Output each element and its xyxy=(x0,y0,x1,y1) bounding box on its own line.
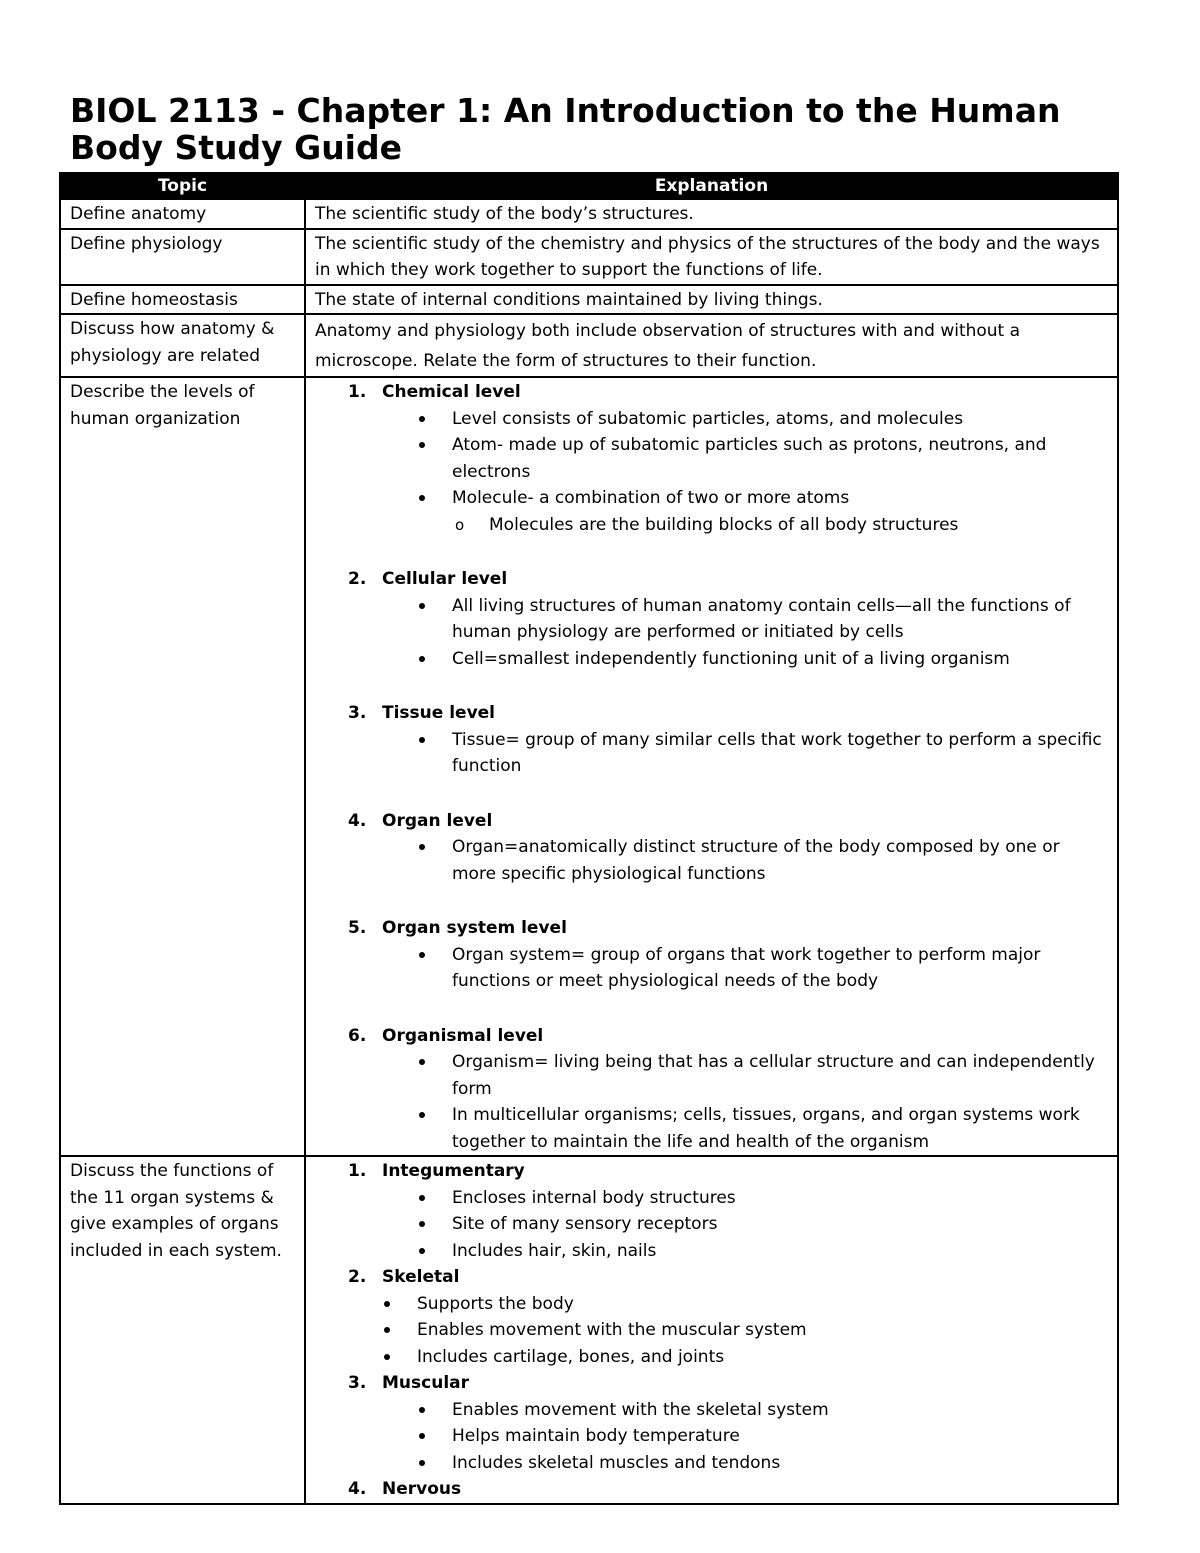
table-header-row xyxy=(60,173,1118,199)
systems-cell xyxy=(305,1156,1118,1504)
system-name: Integumentary xyxy=(382,1161,525,1181)
bullet-item: Tissue= group of many similar cells that work together to perform a specific function xyxy=(417,727,1108,780)
level-name: Organ system level xyxy=(382,918,567,938)
bullet-item: Organism= living being that has a cellular structure and can independently form xyxy=(417,1049,1108,1102)
system-name: Muscular xyxy=(382,1373,470,1393)
table-row-systems xyxy=(60,1156,1118,1504)
level-name: Organ level xyxy=(382,810,493,831)
bullet-item: Level consists of subatomic particles, atoms, and molecules xyxy=(417,406,1108,433)
level-number: 2. xyxy=(348,569,367,589)
levels-cell xyxy=(305,377,1118,1156)
system-number: 3. xyxy=(348,1373,367,1393)
bullet-item: Encloses internal body structures xyxy=(417,1185,1108,1212)
bullet-item: Atom- made up of subatomic particles such as protons, neutrons, and electrons xyxy=(417,432,1108,485)
topic-cell: Describe the levels of human organization xyxy=(60,377,305,1156)
level-name: Organismal level xyxy=(382,1025,544,1046)
explanation-cell: The state of internal conditions maintained by living things. xyxy=(305,285,1118,315)
explanation-cell: The scientific study of the chemistry and physics of the structures of the body and the ways in which they work together to support the functions of life. xyxy=(305,229,1118,285)
system-name: Skeletal xyxy=(382,1267,460,1287)
level-number: 5. xyxy=(348,918,367,938)
level-item xyxy=(348,808,1108,916)
level-item xyxy=(348,915,1108,1023)
bullet-item: Includes cartilage, bones, and joints xyxy=(382,1344,1108,1371)
bullet-item: Includes hair, skin, nails xyxy=(417,1238,1108,1265)
system-item xyxy=(348,1264,1108,1370)
system-item xyxy=(348,1158,1108,1264)
sub-bullet-item: o Molecules are the building blocks of all body structures xyxy=(455,512,1108,539)
bullet-item: Helps maintain body temperature xyxy=(417,1423,1108,1450)
system-item xyxy=(348,1370,1108,1476)
bullet-item: Enables movement with the skeletal system xyxy=(417,1397,1108,1424)
level-number: 4. xyxy=(348,810,367,831)
systems-list xyxy=(315,1158,1108,1503)
study-guide-table xyxy=(59,172,1119,1505)
header-explanation: Explanation xyxy=(305,173,1118,199)
bullet-item: Site of many sensory receptors xyxy=(417,1211,1108,1238)
system-number: 2. xyxy=(348,1267,367,1287)
table-row xyxy=(60,285,1118,315)
page-title: BIOL 2113 - Chapter 1: An Introduction to the Human Body Study Guide xyxy=(70,91,1061,167)
bullet-item: Enables movement with the muscular system xyxy=(382,1317,1108,1344)
table-row xyxy=(60,229,1118,285)
bullet-item: In multicellular organisms; cells, tissues, organs, and organ systems work together to maintain the life and health of the organism xyxy=(417,1102,1108,1155)
bullet-item: Cell=smallest independently functioning unit of a living organism xyxy=(417,646,1108,673)
system-name: Nervous xyxy=(382,1479,462,1499)
level-name: Chemical level xyxy=(382,382,521,402)
level-name: Tissue level xyxy=(382,703,496,723)
topic-cell: Discuss the functions of the 11 organ systems & give examples of organs included in each system. xyxy=(60,1156,305,1504)
explanation-cell: The scientific study of the body’s structures. xyxy=(305,199,1118,229)
table-row xyxy=(60,314,1118,377)
level-item xyxy=(348,379,1108,566)
level-item xyxy=(348,700,1108,808)
level-item xyxy=(348,566,1108,700)
bullet-item: Supports the body xyxy=(382,1291,1108,1318)
bullet-item: All living structures of human anatomy contain cells—all the functions of human physiology are performed or initiated by cells xyxy=(417,593,1108,646)
bullet-item: Molecule- a combination of two or more atoms xyxy=(417,485,1108,512)
table-row-levels xyxy=(60,377,1118,1156)
level-number: 1. xyxy=(348,382,367,402)
system-number: 4. xyxy=(348,1479,367,1499)
level-number: 3. xyxy=(348,703,367,723)
level-name: Cellular level xyxy=(382,569,508,589)
bullet-item: Includes skeletal muscles and tendons xyxy=(417,1450,1108,1477)
table-row xyxy=(60,199,1118,229)
levels-list xyxy=(315,379,1108,1155)
system-item xyxy=(348,1476,1108,1503)
header-topic: Topic xyxy=(60,173,305,199)
topic-cell: Discuss how anatomy & physiology are related xyxy=(60,314,305,377)
topic-cell: Define physiology xyxy=(60,229,305,285)
explanation-cell: Anatomy and physiology both include observation of structures with and without a microscope. Relate the form of structures to their function. xyxy=(305,314,1118,377)
bullet-item: Organ=anatomically distinct structure of the body composed by one or more specific physiological functions xyxy=(417,834,1108,887)
bullet-item: Organ system= group of organs that work together to perform major functions or meet physiological needs of the body xyxy=(417,942,1108,995)
level-number: 6. xyxy=(348,1025,367,1046)
level-item xyxy=(348,1023,1108,1156)
topic-cell: Define homeostasis xyxy=(60,285,305,315)
system-number: 1. xyxy=(348,1161,367,1181)
topic-cell: Define anatomy xyxy=(60,199,305,229)
